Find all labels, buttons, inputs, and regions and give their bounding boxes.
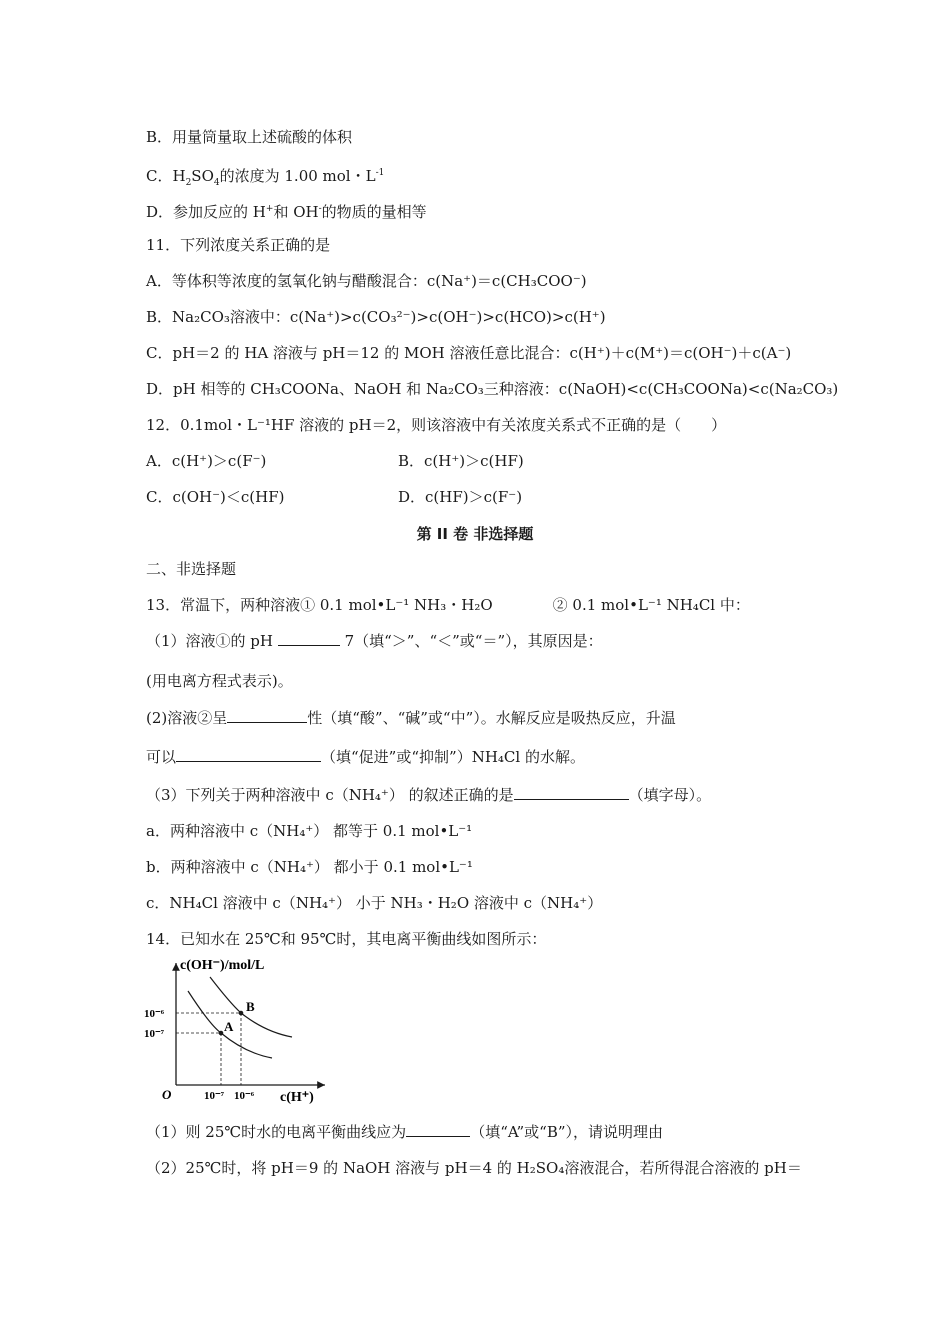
x-axis-label: c(H⁺) bbox=[280, 1090, 314, 1105]
q10-option-c: C．$H_2SO_4$的浓度为 1.00 mol・$L^{-1}$ bbox=[146, 167, 385, 188]
q12-option-d: D．c(HF)＞c(F⁻) bbox=[398, 488, 523, 506]
q12-option-b: B．c(H⁺)＞c(HF) bbox=[398, 452, 524, 470]
q13-option-b: b．两种溶液中 c（NH₄⁺） 都小于 0.1 mol•L⁻¹ bbox=[146, 858, 473, 876]
q13-part1: （1）溶液①的 pH 7（填“＞”、“＜”或“＝”），其原因是： bbox=[146, 632, 603, 650]
q11-stem: 11．下列浓度关系正确的是 bbox=[146, 236, 331, 254]
point-b bbox=[239, 1011, 244, 1016]
q12-stem: 12．0.1mol・L⁻¹HF 溶液的 pH＝2，则该溶液中有关浓度关系式不正确的是（ ） bbox=[146, 416, 727, 434]
q11-option-b: B．Na₂CO₃溶液中：c(Na⁺)>c(CO₃²⁻)>c(OH⁻)>c(HCO)>c(H⁺) bbox=[146, 308, 606, 326]
point-a bbox=[219, 1031, 224, 1036]
answer-blank[interactable] bbox=[514, 785, 629, 800]
origin-label: O bbox=[162, 1087, 172, 1102]
q13-part2: (2)溶液②呈 性（填“酸”、“碱”或“中”）。水解反应是吸热反应，升温 bbox=[146, 709, 676, 727]
y-tick-1e-7: 10⁻⁷ bbox=[144, 1028, 165, 1040]
q14-stem: 14．已知水在 25℃和 95℃时，其电离平衡曲线如图所示： bbox=[146, 930, 547, 948]
x-tick-1e-6: 10⁻⁶ bbox=[234, 1090, 255, 1102]
q14-part1: （1）则 25℃时水的电离平衡曲线应为 （填“A”或“B”），请说明理由 bbox=[146, 1123, 664, 1141]
point-a-label: A bbox=[224, 1019, 234, 1034]
q13-part1-cont: (用电离方程式表示)。 bbox=[146, 672, 293, 690]
q10-option-b: B．用量筒量取上述硫酸的体积 bbox=[146, 128, 353, 146]
q13-option-a: a．两种溶液中 c（NH₄⁺） 都等于 0.1 mol•L⁻¹ bbox=[146, 822, 473, 840]
q12-option-a: A．c(H⁺)＞c(F⁻) bbox=[146, 452, 267, 470]
answer-blank[interactable] bbox=[176, 747, 321, 762]
q10-option-d: D．参加反应的 H+和 OH-的物质的量相等 bbox=[146, 203, 427, 221]
q13-part3: （3）下列关于两种溶液中 c（NH₄⁺） 的叙述正确的是 （填字母）。 bbox=[146, 786, 712, 804]
q13-part2-cont: 可以 （填“促进”或“抑制”）NH₄Cl 的水解。 bbox=[146, 748, 585, 766]
answer-blank[interactable] bbox=[278, 631, 340, 646]
q11-option-c: C．pH＝2 的 HA 溶液与 pH＝12 的 MOH 溶液任意比混合：c(H⁺)＋c(M⁺)＝c(OH⁻)＋c(A⁻) bbox=[146, 344, 792, 362]
y-tick-1e-6: 10⁻⁶ bbox=[144, 1008, 165, 1020]
q13-stem: 13．常温下，两种溶液① 0.1 mol•L⁻¹ NH₃・H₂O ② 0.1 mol•L⁻¹ NH₄Cl 中： bbox=[146, 596, 750, 614]
q14-part2: （2）25℃时，将 pH＝9 的 NaOH 溶液与 pH＝4 的 H₂SO₄溶液混合，若所得混合溶液的 pH＝ bbox=[146, 1159, 802, 1177]
part2-title: 第 II 卷 非选择题 bbox=[416, 525, 534, 543]
q11-option-a: A．等体积等浓度的氢氧化钠与醋酸混合：c(Na⁺)＝c(CH₃COO⁻) bbox=[146, 272, 587, 290]
x-tick-1e-7: 10⁻⁷ bbox=[204, 1090, 225, 1102]
q12-option-c: C．c(OH⁻)＜c(HF) bbox=[146, 488, 285, 506]
ionization-curve-graph bbox=[140, 955, 340, 1105]
answer-blank[interactable] bbox=[227, 708, 307, 723]
y-axis-label: c(OH⁻)/mol/L bbox=[180, 958, 265, 973]
section-heading: 二、非选择题 bbox=[146, 560, 237, 578]
answer-blank[interactable] bbox=[406, 1122, 470, 1137]
q11-option-d: D．pH 相等的 CH₃COONa、NaOH 和 Na₂CO₃三种溶液：c(NaOH)<c(CH₃COONa)<c(Na₂CO₃) bbox=[146, 380, 839, 398]
point-b-label: B bbox=[246, 999, 255, 1014]
q13-option-c: c．NH₄Cl 溶液中 c（NH₄⁺） 小于 NH₃・H₂O 溶液中 c（NH₄⁺） bbox=[146, 894, 603, 912]
